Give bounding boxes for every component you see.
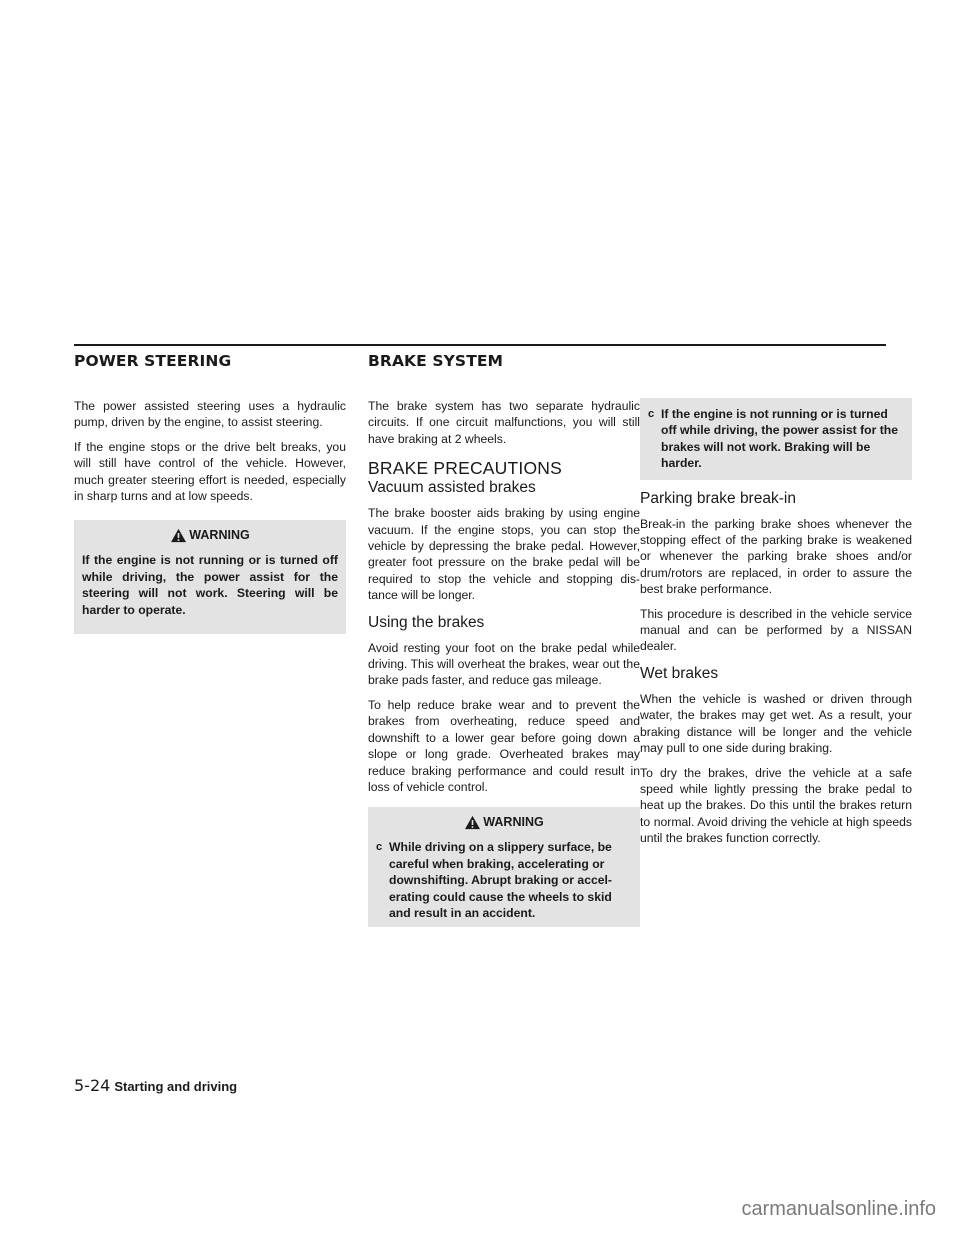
warning-text: If the engine is not running or is turned off while driving, the power assist for the steering will not work. Steering will be harder to operate. [82, 553, 338, 617]
top-rule [74, 344, 886, 346]
column-left [74, 398, 346, 644]
warning-bullet [648, 406, 904, 472]
page-footer [74, 1076, 237, 1095]
bullet-c-icon: c [648, 408, 655, 420]
warning-bullet-text: If the engine is not running or is turned off while driving, the power assist for the brakes will not work. Braking will be harder. [661, 407, 899, 471]
heading-vacuum-assisted: Vacuum assisted brakes [368, 479, 536, 497]
warning-triangle-icon [464, 815, 481, 830]
warning-bullet [376, 839, 632, 921]
paragraph: This procedure is described in the vehicle service manual and can be performed by a NISSAN dealer. [640, 606, 912, 654]
warning-title [82, 526, 338, 544]
column-middle [368, 398, 640, 937]
paragraph: To dry the brakes, drive the vehicle at a safe speed while lightly pressing the brake pedal to heat up the brakes. Do this until the brakes return to normal. Avoid driving the vehicle at high speeds until the brakes function correctly. [640, 765, 912, 846]
heading-parking-brake: Parking brake break-in [640, 489, 796, 507]
heading-power-steering: POWER STEERING [74, 352, 232, 370]
warning-bullet-text: While driving on a slippery surface, be careful when braking, accelerating or downshifting. Abrupt braking or accel- erating could cause the wheels to skid and result in an accident. [389, 840, 612, 920]
warning-title-text: WARNING [189, 528, 250, 543]
paragraph: When the vehicle is washed or driven through water, the brakes may get wet. As a result, your braking distance will be longer and the vehicle may pull to one side during braking. [640, 691, 912, 756]
column-right [640, 398, 912, 855]
watermark: carmanualsonline.info [741, 1198, 936, 1220]
paragraph: To help reduce brake wear and to prevent the brakes from overheating, reduce speed and downshift to a lower gear before going down a slope or long grade. Overheated brakes may reduce braking performance and could result in loss of vehicle control. [368, 697, 640, 794]
bullet-c-icon: c [376, 841, 383, 854]
page-number: 5-24 [74, 1076, 111, 1095]
paragraph: If the engine stops or the drive belt breaks, you will still have control of the vehicle. However, much greater steering effort is needed, especially in sharp turns and at low speeds. [74, 439, 346, 504]
warning-box [74, 520, 346, 634]
warning-title [376, 813, 632, 831]
paragraph: The brake system has two separate hydraulic circuits. If one circuit malfunctions, you will still have braking at 2 wheels. [368, 399, 640, 446]
paragraph: Avoid resting your foot on the brake pedal while driving. This will overheat the brakes, wear out the brake pads faster, and reduce gas mileage. [368, 640, 640, 688]
heading-wet-brakes: Wet brakes [640, 664, 719, 682]
chapter-title: Starting and driving [114, 1079, 238, 1094]
warning-box [368, 807, 640, 927]
warning-title-text: WARNING [483, 815, 544, 830]
paragraph: The brake booster aids braking by using engine vacuum. If the engine stops, you can stop the vehicle by depressing the brake pedal. However, greater foot pressure on the brake pedal will be required to stop the vehicle and stopping dis- tance will be longer. [368, 506, 640, 603]
heading-using-brakes: Using the brakes [368, 613, 485, 631]
heading-brake-system: BRAKE SYSTEM [368, 352, 504, 370]
paragraph: The power assisted steering uses a hydraulic pump, driven by the engine, to assist steering. [74, 399, 346, 430]
paragraph: Break-in the parking brake shoes whenever the stopping effect of the parking brake is weakened or whenever the parking brake shoes and/or drum/rotors are replaced, in order to assure the best brake performance. [640, 516, 912, 597]
warning-triangle-icon [170, 528, 187, 543]
warning-box-continued [640, 398, 912, 480]
heading-brake-precautions: BRAKE PRECAUTIONS [368, 458, 562, 479]
